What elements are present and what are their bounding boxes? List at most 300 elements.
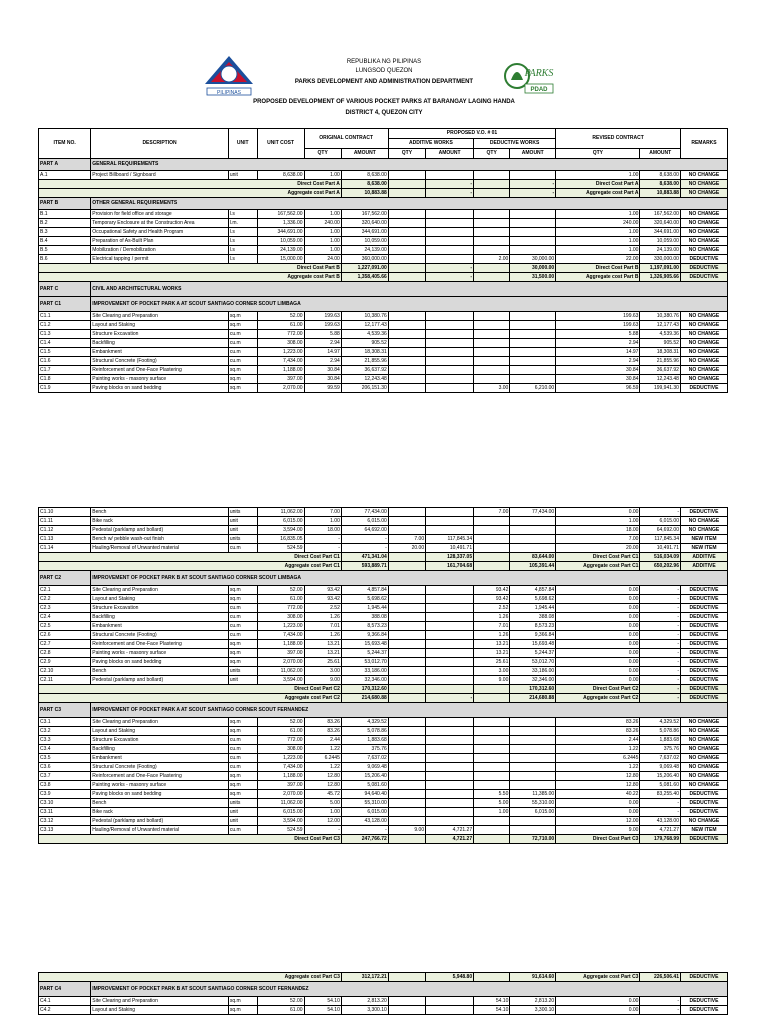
col-item-no: ITEM NO. xyxy=(39,129,91,159)
cell-ded-amount: 1,945.44 xyxy=(510,604,556,613)
cell-item-no: C1.6 xyxy=(39,357,91,366)
subtotal-add-amount: 161,704.68 xyxy=(426,562,474,571)
cell-rev-qty: 2.94 xyxy=(556,357,640,366)
cell-ded-qty xyxy=(474,219,510,228)
subtotal-remarks: ADDITIVE xyxy=(680,562,727,571)
cell-rev-qty: 1.00 xyxy=(556,228,640,237)
cell-item-no: C1.1 xyxy=(39,312,91,321)
cell-add-amount xyxy=(426,736,474,745)
cell-item-no: C3.10 xyxy=(39,799,91,808)
subtotal-ded-amount: 72,710.00 xyxy=(510,835,556,844)
cell-orig-amount: 8,573.23 xyxy=(341,622,388,631)
cell-unit: l.m. xyxy=(228,219,257,228)
cell-remarks: NO CHANGE xyxy=(680,727,727,736)
table-row xyxy=(39,375,728,384)
cell-add-amount xyxy=(426,667,474,676)
cell-unit: sq.m xyxy=(228,1006,257,1015)
cell-rev-qty: 1.00 xyxy=(556,246,640,255)
cell-ded-qty xyxy=(474,375,510,384)
cell-unit-cost: 24,139.00 xyxy=(257,246,304,255)
cell-orig-amount: 5,698.62 xyxy=(341,595,388,604)
cell-add-qty xyxy=(388,817,425,826)
table-row xyxy=(39,330,728,339)
subtotal-row xyxy=(39,264,728,273)
cell-orig-qty: 9.00 xyxy=(304,676,341,685)
cell-add-qty xyxy=(388,745,425,754)
cell-description: Backfilling xyxy=(91,745,229,754)
cell-add-qty xyxy=(388,718,425,727)
cell-add-qty xyxy=(388,526,425,535)
cell-ded-amount xyxy=(510,544,556,553)
subtotal-ded-qty xyxy=(474,180,510,189)
col-unit-cost: UNIT COST xyxy=(257,129,304,159)
cell-remarks: NO CHANGE xyxy=(680,210,727,219)
cell-orig-amount: 1,883.68 xyxy=(341,736,388,745)
part-title: IMPROVEMENT OF POCKET PARK A AT SCOUT SANTIAGO CORNER SCOUT FERNANDEZ xyxy=(91,703,728,718)
subtotal-add-qty xyxy=(388,553,425,562)
cell-orig-amount: - xyxy=(341,535,388,544)
cell-rev-amount: 8,638.00 xyxy=(640,171,681,180)
cell-ded-qty xyxy=(474,246,510,255)
cell-unit: cu.m xyxy=(228,339,257,348)
cell-rev-amount: 1,883.68 xyxy=(640,736,681,745)
cell-orig-qty: 45.72 xyxy=(304,790,341,799)
table-row xyxy=(39,676,728,685)
cell-rev-amount: - xyxy=(640,667,681,676)
cell-orig-amount: 7,637.02 xyxy=(341,754,388,763)
cell-add-amount xyxy=(426,754,474,763)
cell-orig-amount: 10,380.76 xyxy=(341,312,388,321)
table-row xyxy=(39,237,728,246)
cell-ded-amount xyxy=(510,228,556,237)
cell-rev-qty: 83.26 xyxy=(556,718,640,727)
cell-unit-cost: 3,594.00 xyxy=(257,817,304,826)
cell-description: Pedestal (parklamp and bollard) xyxy=(91,817,229,826)
cell-unit: cu.m xyxy=(228,604,257,613)
cell-rev-qty: 0.00 xyxy=(556,613,640,622)
cell-rev-qty: 1.00 xyxy=(556,237,640,246)
cell-orig-qty: 6.2445 xyxy=(304,754,341,763)
cell-rev-qty: 14.97 xyxy=(556,348,640,357)
cell-unit-cost: 61.00 xyxy=(257,321,304,330)
cell-rev-qty: 22.00 xyxy=(556,255,640,264)
cell-add-qty xyxy=(388,210,425,219)
cell-description: Backfilling xyxy=(91,339,229,348)
cell-unit-cost: 308.00 xyxy=(257,745,304,754)
cell-add-amount xyxy=(426,817,474,826)
table-row xyxy=(39,366,728,375)
cell-add-amount xyxy=(426,384,474,393)
cell-orig-qty: 1.22 xyxy=(304,763,341,772)
cell-add-qty xyxy=(388,658,425,667)
cell-add-amount xyxy=(426,763,474,772)
cell-ded-amount xyxy=(510,817,556,826)
cell-item-no: C3.7 xyxy=(39,772,91,781)
cell-orig-amount: 320,640.00 xyxy=(341,219,388,228)
subtotal-orig-amount: 214,680.88 xyxy=(341,694,388,703)
cell-description: Occupational Safety and Health Program xyxy=(91,228,229,237)
subtotal-orig-amount: 170,312.60 xyxy=(341,685,388,694)
cell-unit: unit xyxy=(228,808,257,817)
cell-ded-qty xyxy=(474,330,510,339)
cell-add-amount: 117,845.34 xyxy=(426,535,474,544)
table-row xyxy=(39,808,728,817)
cell-add-qty xyxy=(388,808,425,817)
table-row xyxy=(39,1006,728,1015)
subtotal-add-amount: 5,948.80 xyxy=(426,973,474,982)
cell-remarks: NO CHANGE xyxy=(680,228,727,237)
cell-ded-qty xyxy=(474,517,510,526)
cell-add-amount xyxy=(426,321,474,330)
cell-ded-qty xyxy=(474,357,510,366)
cost-table-page3 xyxy=(38,972,728,1015)
document-title: PROPOSED DEVELOPMENT OF VARIOUS POCKET PARKS AT BARANGAY LAGING HANDA xyxy=(253,99,515,105)
table-row xyxy=(39,718,728,727)
cell-item-no: C1.14 xyxy=(39,544,91,553)
subtotal-label: Aggregate cost Part A xyxy=(39,189,342,198)
cell-add-amount xyxy=(426,348,474,357)
cell-add-qty xyxy=(388,790,425,799)
cell-rev-qty: 0.00 xyxy=(556,622,640,631)
cell-remarks: NO CHANGE xyxy=(680,763,727,772)
cell-unit-cost: 1,336.00 xyxy=(257,219,304,228)
cell-remarks: DEDUCTIVE xyxy=(680,255,727,264)
cell-ded-amount xyxy=(510,727,556,736)
part-title: CIVIL AND ARCHITECTURAL WORKS xyxy=(91,282,728,297)
cell-ded-qty xyxy=(474,826,510,835)
cell-item-no: C2.7 xyxy=(39,640,91,649)
cell-description: Embankment xyxy=(91,348,229,357)
table-row xyxy=(39,586,728,595)
cell-item-no: C2.4 xyxy=(39,613,91,622)
subtotal-add-qty xyxy=(388,562,425,571)
cell-orig-qty: 12.80 xyxy=(304,772,341,781)
subtotal-orig-amount: 312,172.21 xyxy=(341,973,388,982)
cell-add-amount xyxy=(426,508,474,517)
cell-add-qty xyxy=(388,357,425,366)
subtotal-label: Aggregate cost Part C1 xyxy=(39,562,342,571)
cell-remarks: NO CHANGE xyxy=(680,339,727,348)
subtotal-add-amount: - xyxy=(426,273,474,282)
cell-orig-amount: 18,308.31 xyxy=(341,348,388,357)
subtotal-row xyxy=(39,835,728,844)
cell-rev-qty: 1.22 xyxy=(556,763,640,772)
cell-add-qty xyxy=(388,1006,425,1015)
cell-unit-cost: 7,434.00 xyxy=(257,631,304,640)
cell-rev-amount: 15,206.40 xyxy=(640,772,681,781)
table-row xyxy=(39,649,728,658)
subtotal-revised-label: Aggregate cost Part C1 xyxy=(556,562,640,571)
cell-add-amount xyxy=(426,366,474,375)
cell-unit-cost: 16,835.05 xyxy=(257,535,304,544)
cell-unit: unit xyxy=(228,517,257,526)
cell-rev-amount: 4,539.36 xyxy=(640,330,681,339)
cell-add-qty xyxy=(388,330,425,339)
cell-orig-qty: 3.00 xyxy=(304,667,341,676)
cell-orig-amount: 15,693.48 xyxy=(341,640,388,649)
cell-orig-amount: 3,300.10 xyxy=(341,1006,388,1015)
cell-ded-amount: 6,210.00 xyxy=(510,384,556,393)
cell-remarks: DEDUCTIVE xyxy=(680,658,727,667)
cell-orig-qty: 199.63 xyxy=(304,321,341,330)
cell-orig-qty: 54.10 xyxy=(304,997,341,1006)
cell-remarks: NO CHANGE xyxy=(680,718,727,727)
cell-ded-amount xyxy=(510,339,556,348)
cell-ded-qty: 1.00 xyxy=(474,808,510,817)
cell-unit: cu.m xyxy=(228,826,257,835)
subtotal-ded-amount: 214,680.88 xyxy=(510,694,556,703)
cell-add-amount xyxy=(426,622,474,631)
cell-item-no: B.5 xyxy=(39,246,91,255)
cell-unit: units xyxy=(228,667,257,676)
cell-add-qty xyxy=(388,219,425,228)
cell-orig-amount: 2,813.20 xyxy=(341,997,388,1006)
col-rev-qty: QTY xyxy=(556,149,640,159)
cell-ded-qty xyxy=(474,526,510,535)
subtotal-add-qty xyxy=(388,264,425,273)
cell-rev-qty: 30.84 xyxy=(556,366,640,375)
cell-rev-qty: 12.80 xyxy=(556,781,640,790)
cell-rev-amount: 4,721.27 xyxy=(640,826,681,835)
subtotal-add-amount: - xyxy=(426,189,474,198)
cell-description: Paving blocks on sand bedding xyxy=(91,790,229,799)
cell-rev-qty: 12.00 xyxy=(556,817,640,826)
cell-ded-amount xyxy=(510,763,556,772)
subtotal-label: Aggregate cost Part B xyxy=(39,273,342,282)
cell-add-qty xyxy=(388,517,425,526)
subtotal-ded-amount: 83,644.00 xyxy=(510,553,556,562)
cell-orig-qty: 83.26 xyxy=(304,718,341,727)
cell-item-no: C1.8 xyxy=(39,375,91,384)
cell-orig-amount: 12,243.48 xyxy=(341,375,388,384)
cell-unit: sq.m xyxy=(228,781,257,790)
table-row xyxy=(39,826,728,835)
cell-orig-qty: 13.21 xyxy=(304,640,341,649)
cell-item-no: C2.1 xyxy=(39,586,91,595)
cell-item-no: B.4 xyxy=(39,237,91,246)
cell-ded-qty: 93.42 xyxy=(474,595,510,604)
cell-ded-amount xyxy=(510,826,556,835)
cell-unit-cost: 397.00 xyxy=(257,375,304,384)
cell-description: Reinforcement and One-Face Plastering xyxy=(91,366,229,375)
cell-rev-qty: 0.00 xyxy=(556,586,640,595)
cell-add-amount xyxy=(426,772,474,781)
cell-description: Site Clearing and Preparation xyxy=(91,718,229,727)
part-title: GENERAL REQUIREMENTS xyxy=(91,159,728,171)
cell-description: Site Clearing and Preparation xyxy=(91,586,229,595)
subtotal-ded-qty xyxy=(474,685,510,694)
subtotal-row xyxy=(39,685,728,694)
part-heading-row xyxy=(39,982,728,997)
table-row xyxy=(39,517,728,526)
cell-unit: unit xyxy=(228,171,257,180)
cell-item-no: C3.9 xyxy=(39,790,91,799)
cell-unit-cost: 10,059.00 xyxy=(257,237,304,246)
table-row xyxy=(39,535,728,544)
cell-ded-qty xyxy=(474,171,510,180)
cell-description: Hauling/Removal of Unwanted material xyxy=(91,544,229,553)
cell-unit-cost: 52.00 xyxy=(257,312,304,321)
subtotal-revised-label: Direct Cost Part C2 xyxy=(556,685,640,694)
cell-orig-amount: 1,945.44 xyxy=(341,604,388,613)
cell-unit: sq.m xyxy=(228,718,257,727)
subtotal-revised-label: Direct Cost Part C1 xyxy=(556,553,640,562)
col-ded-qty: QTY xyxy=(474,149,510,159)
cell-unit: cu.m xyxy=(228,330,257,339)
cell-unit-cost: 1,223.00 xyxy=(257,348,304,357)
cell-ded-qty: 3.00 xyxy=(474,667,510,676)
cell-ded-amount: 5,698.62 xyxy=(510,595,556,604)
part-title: IMPROVEMENT OF POCKET PARK A AT SCOUT SANTIAGO CORNER SCOUT LIMBAGA xyxy=(91,297,728,312)
cell-ded-qty: 9.00 xyxy=(474,676,510,685)
subtotal-revised-amount: 10,883.88 xyxy=(640,189,681,198)
cell-remarks: DEDUCTIVE xyxy=(680,997,727,1006)
cell-remarks: NO CHANGE xyxy=(680,817,727,826)
col-add-qty: QTY xyxy=(388,149,425,159)
col-additive-works: ADDITIVE WORKS xyxy=(388,139,473,149)
table-body xyxy=(39,129,728,393)
cell-ded-qty: 93.42 xyxy=(474,586,510,595)
subtotal-remarks: DEDUCTIVE xyxy=(680,835,727,844)
cell-item-no: C1.12 xyxy=(39,526,91,535)
cell-add-qty xyxy=(388,772,425,781)
cell-ded-qty xyxy=(474,727,510,736)
cell-ded-qty xyxy=(474,772,510,781)
cell-rev-qty: 1.00 xyxy=(556,171,640,180)
table-row xyxy=(39,667,728,676)
cell-ded-amount xyxy=(510,535,556,544)
cell-remarks: DEDUCTIVE xyxy=(680,595,727,604)
cell-rev-amount: - xyxy=(640,631,681,640)
cell-unit-cost: 1,223.00 xyxy=(257,622,304,631)
cell-unit: sq.m xyxy=(228,727,257,736)
table-row xyxy=(39,384,728,393)
cell-description: Site Clearing and Preparation xyxy=(91,997,229,1006)
cell-add-amount xyxy=(426,219,474,228)
cell-orig-amount: 375.76 xyxy=(341,745,388,754)
subtotal-ded-amount: 105,391.44 xyxy=(510,562,556,571)
subtotal-revised-amount: - xyxy=(640,694,681,703)
cell-remarks: DEDUCTIVE xyxy=(680,622,727,631)
cell-item-no: C2.9 xyxy=(39,658,91,667)
part-code: PART B xyxy=(39,198,91,210)
table-row xyxy=(39,348,728,357)
cell-rev-qty: 1.00 xyxy=(556,517,640,526)
subtotal-revised-amount: - xyxy=(640,685,681,694)
subtotal-revised-label: Aggregate cost Part B xyxy=(556,273,640,282)
cell-add-amount xyxy=(426,799,474,808)
subtotal-row xyxy=(39,189,728,198)
subtotal-label: Aggregate cost Part C3 xyxy=(39,973,342,982)
subtotal-label: Aggregate cost Part C2 xyxy=(39,694,342,703)
cell-orig-amount: 77,434.00 xyxy=(341,508,388,517)
cell-unit-cost: 6,015.00 xyxy=(257,808,304,817)
cell-add-qty: 20.00 xyxy=(388,544,425,553)
subtotal-remarks: NO CHANGE xyxy=(680,189,727,198)
cell-orig-amount: 6,015.00 xyxy=(341,808,388,817)
cell-unit: l.s xyxy=(228,237,257,246)
cell-remarks: NO CHANGE xyxy=(680,348,727,357)
cell-ded-amount xyxy=(510,357,556,366)
cell-orig-qty: 12.80 xyxy=(304,781,341,790)
subtotal-revised-amount: 516,034.09 xyxy=(640,553,681,562)
cell-ded-qty xyxy=(474,544,510,553)
subtotal-orig-amount: 1,358,405.66 xyxy=(341,273,388,282)
cell-rev-amount: - xyxy=(640,640,681,649)
cell-orig-qty: 1.00 xyxy=(304,237,341,246)
cell-add-amount xyxy=(426,790,474,799)
cell-item-no: C3.6 xyxy=(39,763,91,772)
cell-add-amount xyxy=(426,517,474,526)
cell-ded-amount xyxy=(510,237,556,246)
cell-add-qty xyxy=(388,754,425,763)
table-row xyxy=(39,640,728,649)
subtotal-revised-amount: 179,768.99 xyxy=(640,835,681,844)
cell-description: Bike rack xyxy=(91,808,229,817)
cell-rev-amount: 83,255.40 xyxy=(640,790,681,799)
cell-orig-qty: 99.59 xyxy=(304,384,341,393)
cell-orig-qty: 1.26 xyxy=(304,613,341,622)
cell-ded-qty xyxy=(474,817,510,826)
cell-add-qty xyxy=(388,613,425,622)
cell-remarks: NO CHANGE xyxy=(680,375,727,384)
cell-orig-qty: - xyxy=(304,826,341,835)
cell-rev-amount: 5,081.60 xyxy=(640,781,681,790)
cell-orig-amount: 5,081.60 xyxy=(341,781,388,790)
cell-description: Structural Concrete (Footing) xyxy=(91,763,229,772)
cell-add-qty xyxy=(388,622,425,631)
cell-rev-amount: 7,637.02 xyxy=(640,754,681,763)
cell-unit: sq.m xyxy=(228,586,257,595)
subtotal-revised-amount: 650,202.96 xyxy=(640,562,681,571)
cell-unit-cost: 524.59 xyxy=(257,826,304,835)
cell-remarks: NO CHANGE xyxy=(680,219,727,228)
cell-unit-cost: 11,062.00 xyxy=(257,799,304,808)
cell-unit: units xyxy=(228,535,257,544)
subtotal-orig-amount: 8,638.00 xyxy=(341,180,388,189)
subtotal-revised-amount: 1,197,091.00 xyxy=(640,264,681,273)
cell-rev-qty: 2.44 xyxy=(556,736,640,745)
cell-ded-qty: 1.26 xyxy=(474,613,510,622)
cell-rev-qty: 6.2445 xyxy=(556,754,640,763)
table-row xyxy=(39,790,728,799)
subtotal-ded-qty xyxy=(474,273,510,282)
cell-add-qty xyxy=(388,348,425,357)
cell-ded-amount: 4,857.84 xyxy=(510,586,556,595)
table-row xyxy=(39,544,728,553)
cell-rev-qty: 20.00 xyxy=(556,544,640,553)
cell-rev-qty: 9.00 xyxy=(556,826,640,835)
cell-orig-amount: 21,855.96 xyxy=(341,357,388,366)
cell-ded-amount xyxy=(510,246,556,255)
cell-unit-cost: 1,188.00 xyxy=(257,772,304,781)
part-code: PART A xyxy=(39,159,91,171)
cost-table-page2 xyxy=(38,507,728,844)
cell-description: Mobilization / Demobilization xyxy=(91,246,229,255)
subtotal-label: Direct Cost Part B xyxy=(39,264,342,273)
table-row xyxy=(39,357,728,366)
cell-unit-cost: 11,062.00 xyxy=(257,508,304,517)
table-row xyxy=(39,772,728,781)
part-heading-row xyxy=(39,703,728,718)
cell-ded-qty xyxy=(474,312,510,321)
cell-unit-cost: 7,434.00 xyxy=(257,357,304,366)
cell-add-amount xyxy=(426,631,474,640)
cell-item-no: C3.13 xyxy=(39,826,91,835)
cell-description: Bench w/ pebble wash-out finish xyxy=(91,535,229,544)
cell-add-qty xyxy=(388,586,425,595)
cell-add-amount xyxy=(426,312,474,321)
